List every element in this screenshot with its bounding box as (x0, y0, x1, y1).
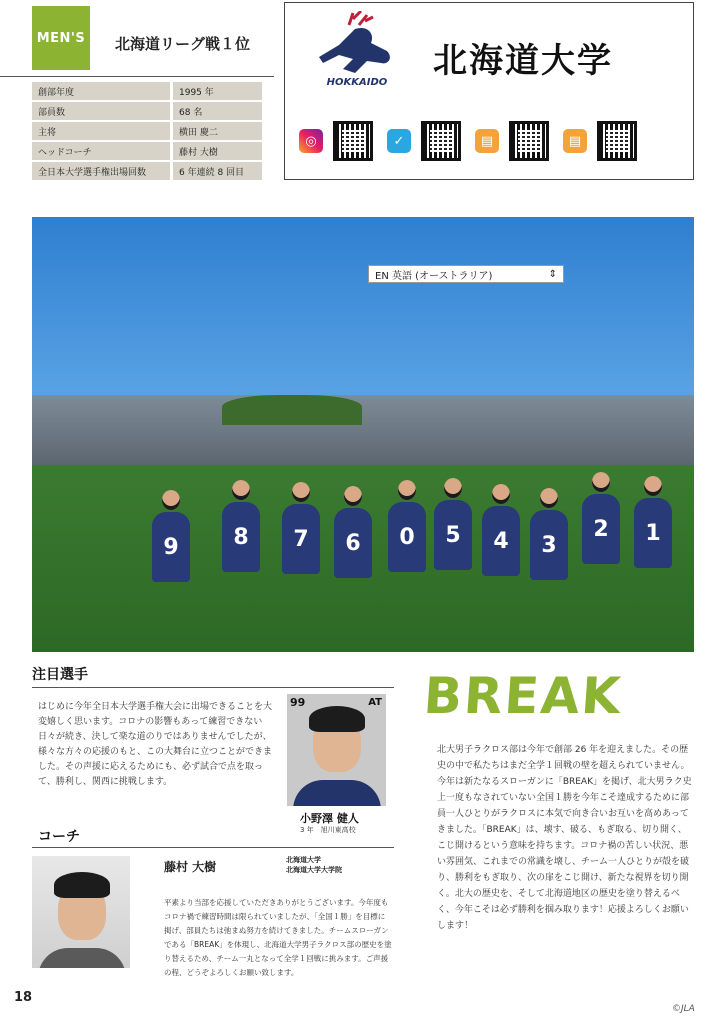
player-jersey: 0 (388, 502, 426, 572)
player-school: 3 年 旭川東高校 (300, 826, 356, 834)
coach-affiliation-2: 北海道大学大学院 (286, 866, 342, 874)
coach-title: コーチ (38, 829, 80, 845)
social-links (299, 121, 637, 161)
shirt (38, 948, 126, 968)
info-row (32, 102, 262, 120)
club-info-table (32, 82, 262, 182)
player-jersey: 7 (282, 504, 320, 574)
qr-code (509, 121, 549, 161)
featured-text: はじめに今年全日本大学選手権大会に出場できることを大変嬉しく思います。コロナの影響もあって練習できない日々が続き、決して楽な道のりではありませんでしたが、様々な方々の応援のもと、この大舞台に立つことができました。その声援に応えるためにも、必ず試合で点を取って、勝利し、関西に挑戦します。 (38, 702, 273, 787)
page-number: 18 (14, 990, 33, 1005)
hair (54, 872, 110, 898)
info-value: 68 名 (173, 102, 262, 120)
hair (309, 706, 365, 732)
info-row (32, 122, 262, 140)
info-value: 1995 年 (173, 82, 262, 100)
university-box (284, 2, 694, 180)
featured-divider (32, 687, 394, 688)
twitter-icon: ✓ (387, 129, 411, 153)
deer-logo-icon (309, 11, 405, 97)
social-item-web[interactable] (475, 121, 549, 161)
team-players (42, 412, 692, 602)
info-value: 横田 慶二 (173, 122, 262, 140)
player-number: 99 (290, 696, 306, 709)
copyright: ©JLA (672, 1004, 695, 1014)
featured-title: 注目選手 (32, 667, 88, 683)
web-icon: ▤ (475, 129, 499, 153)
info-key: 全日本大学選手権出場回数 (32, 162, 170, 180)
player-jersey: 1 (634, 498, 672, 568)
coach-name: 藤村 大樹 (164, 860, 217, 874)
web-icon: ▤ (563, 129, 587, 153)
player-jersey: 8 (222, 502, 260, 572)
coach-text: 平素より当部を応援していただきありがとうございます。今年度もコロナ禍で練習時間は限られていましたが、「全国１勝」を目標に掲げ、部員たちは弛まぬ努力を続けてきました。チームスローガンである「BREAK」を体現し、北海道大学男子ラクロス部の歴史を塗り替えるため、チーム一丸となって全学１回戦に挑みます。ご声援の程、どうぞよろしくお願い致します。 (164, 898, 392, 977)
info-value: 6 年連続 8 回目 (173, 162, 262, 180)
player-position: AT (368, 697, 382, 708)
university-name: 北海道大学 (433, 41, 613, 81)
qr-code (333, 121, 373, 161)
break-text: 北大男子ラクロス部は今年で創部 26 年を迎えました。その歴史の中で私たちはまだ全学１回戦の壁を超えられていません。今年は新たなるスローガンに「BREAK」を掲げ、北大男ラク史上一度もなされていない全国１勝を今年こそ達成するために部員一人ひとりがラクロスに本気で向き合いお互いを高めあってきました。「BREAK」は、壊す、破る、もぎ取る、切り開く、こじ開けるという意味を持ちます。コロナ禍の苦しい状況、悪い雰囲気、これまでの常識を壊し、チーム一人ひとりが殻を破り、勝利をもぎ取り、次の扉をこじ開け、新たな視界を切り開く。北大の歴史を、そして北海道地区の歴史を塗り替えるべく、今年こそは必ず勝利を掴み取ります！応援よろしくお願いします！ (437, 745, 692, 931)
coach-divider (32, 847, 394, 848)
language-select-value: EN 英語 (オーストラリア) (375, 270, 493, 282)
player-jersey: 3 (530, 510, 568, 580)
coach-affiliation-1: 北海道大学 (286, 856, 321, 864)
player-jersey: 2 (582, 494, 620, 564)
break-title: BREAK (421, 667, 625, 725)
social-item-twitter[interactable] (387, 121, 461, 161)
info-row (32, 162, 262, 180)
info-value: 藤村 大樹 (173, 142, 262, 160)
qr-code (421, 121, 461, 161)
coach-photo (32, 856, 130, 968)
svg-text:HOKKAIDO: HOKKAIDO (326, 77, 388, 88)
player-jersey: 9 (152, 512, 190, 582)
shirt (293, 780, 381, 806)
info-row (32, 142, 262, 160)
info-row (32, 82, 262, 100)
player-jersey: 6 (334, 508, 372, 578)
mens-tag: MEN'S (32, 6, 90, 70)
language-select[interactable] (368, 265, 564, 283)
social-item-instagram[interactable] (299, 121, 373, 161)
info-key: 創部年度 (32, 82, 170, 100)
info-key: 部員数 (32, 102, 170, 120)
player-photo (287, 694, 386, 806)
instagram-icon: ◎ (299, 129, 323, 153)
qr-code (597, 121, 637, 161)
info-key: ヘッドコーチ (32, 142, 170, 160)
info-key: 主将 (32, 122, 170, 140)
coach-affiliation (286, 855, 342, 875)
league-rank: 北海道リーグ戦１位 (115, 35, 251, 53)
team-photo (32, 217, 694, 652)
player-name: 小野澤 健人 (300, 812, 359, 825)
header-divider (0, 76, 274, 77)
player-jersey: 4 (482, 506, 520, 576)
social-item-web[interactable] (563, 121, 637, 161)
chevron-updown-icon: ⇕ (548, 268, 557, 280)
player-jersey: 5 (434, 500, 472, 570)
